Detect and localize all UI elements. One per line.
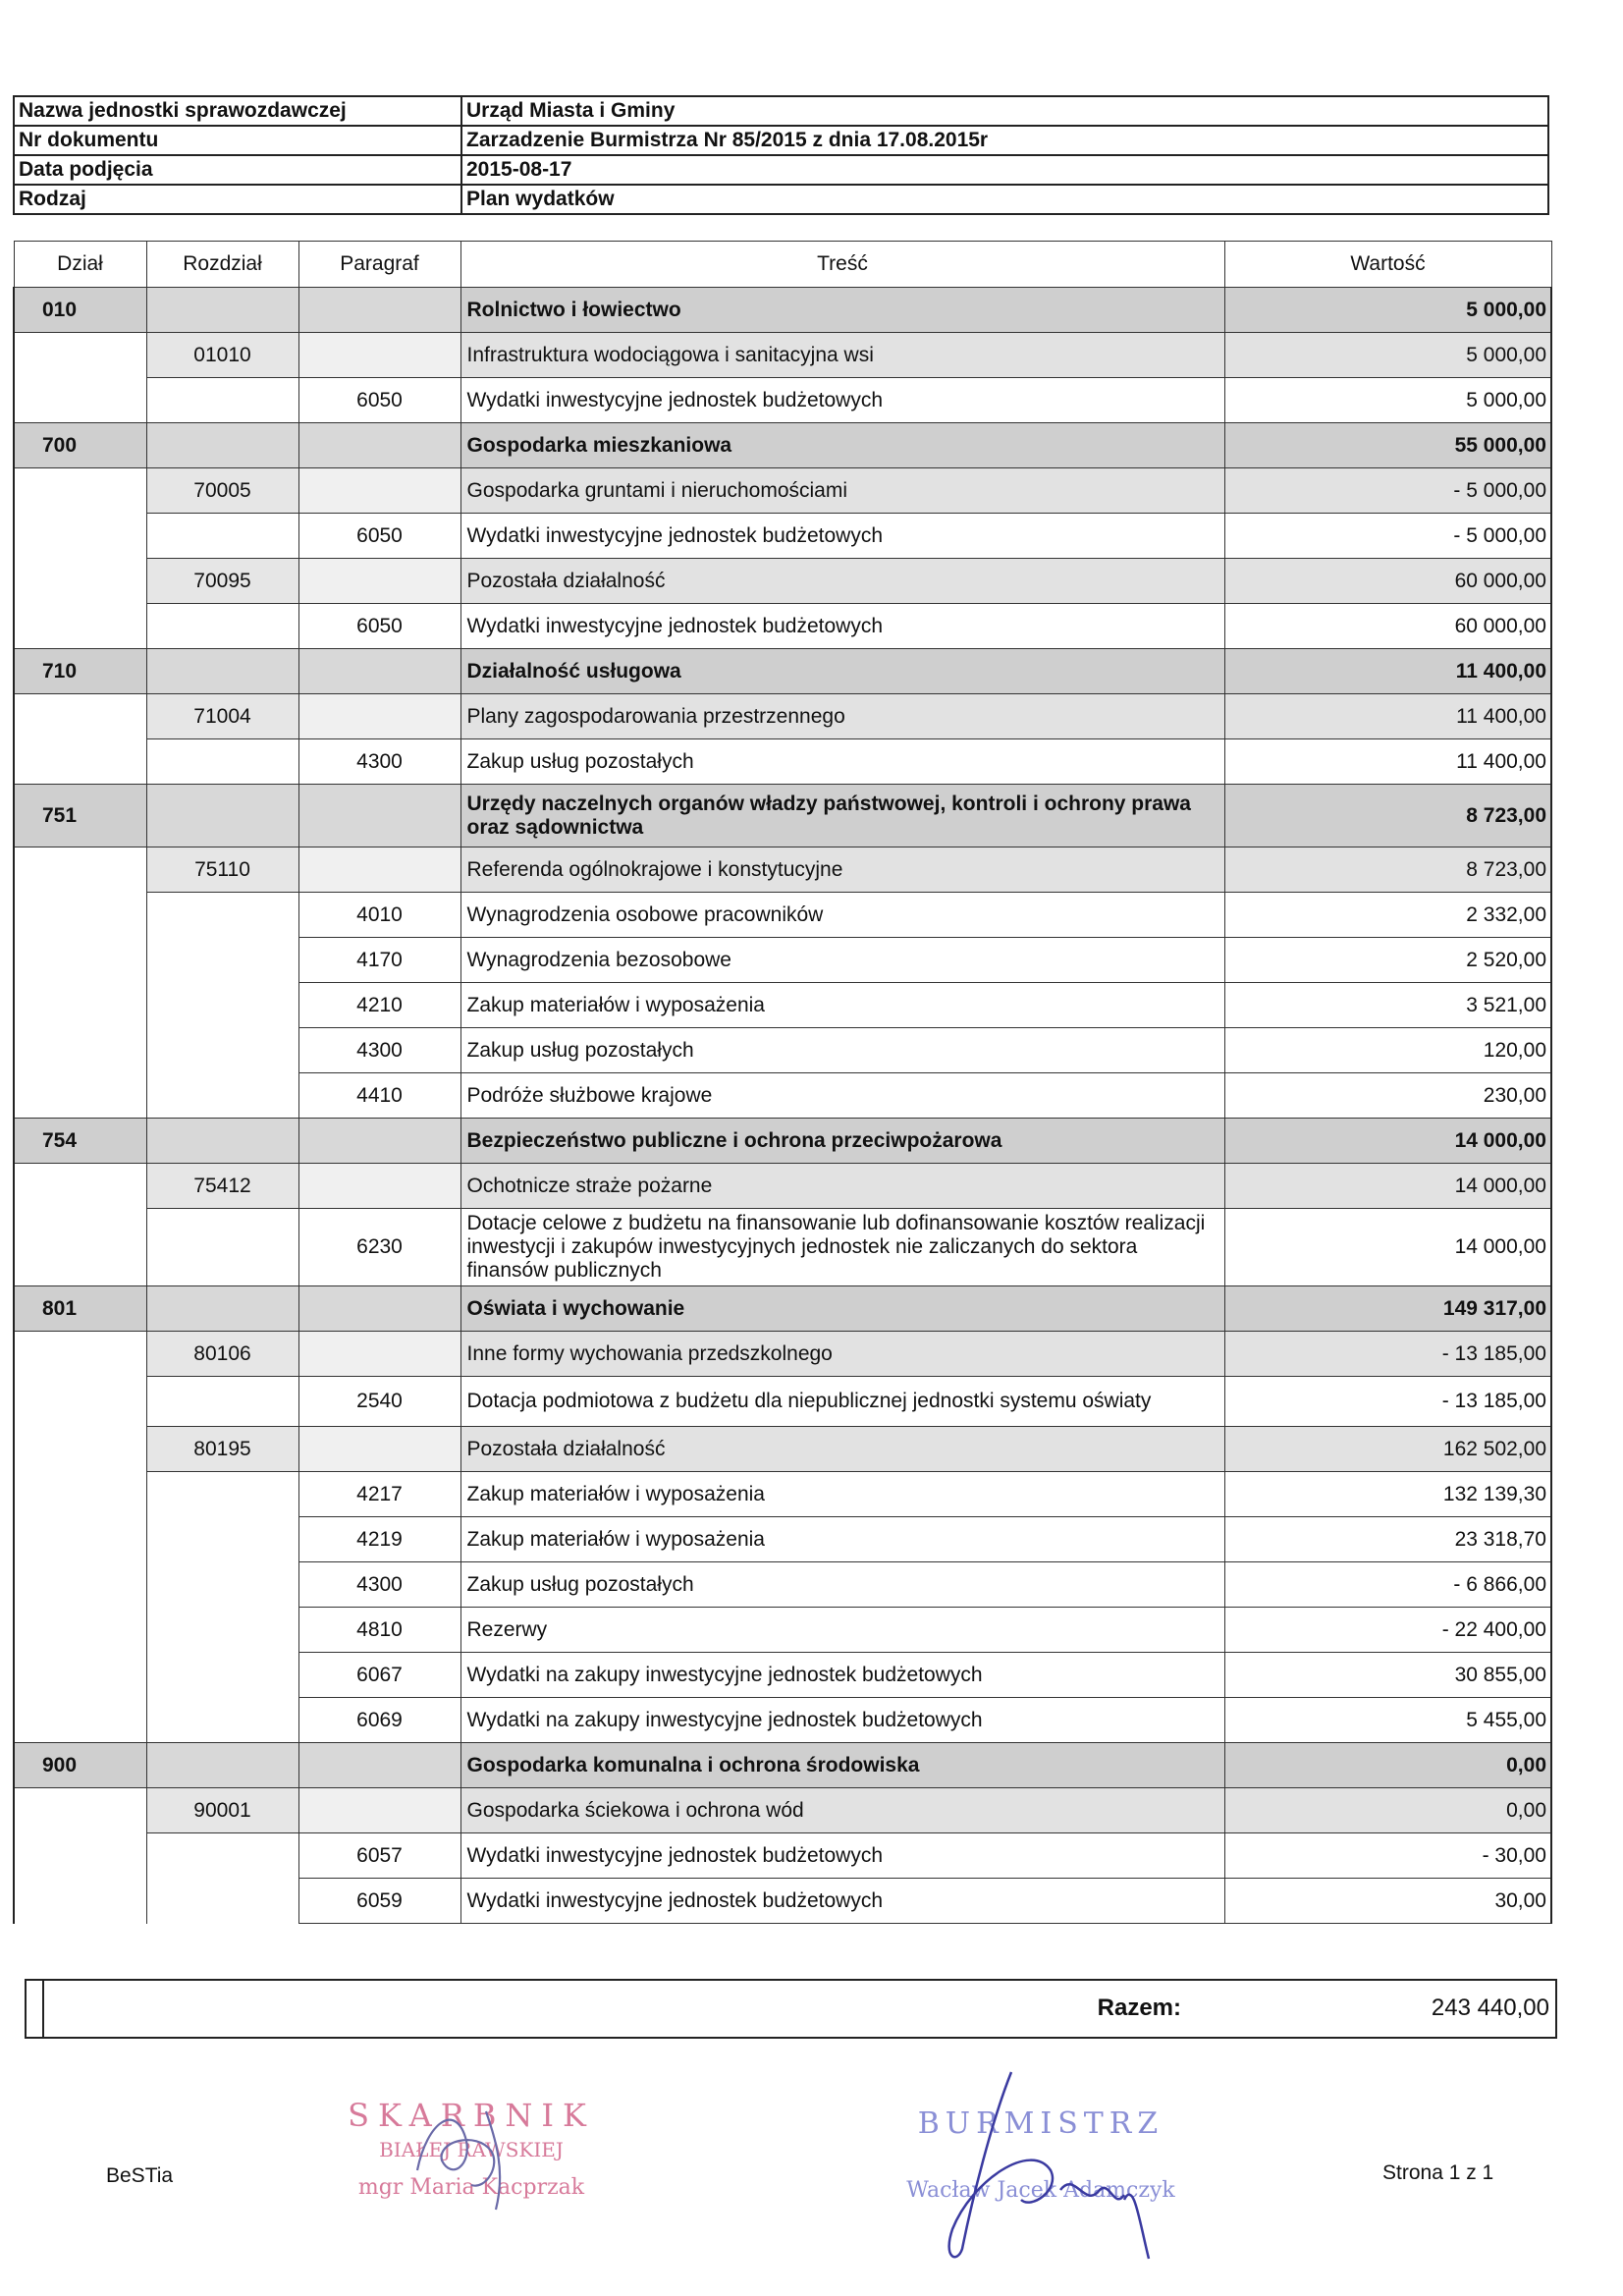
tresc-cell: Rezerwy xyxy=(460,1608,1224,1653)
paragraf-cell xyxy=(298,847,460,893)
tresc-cell: Gospodarka gruntami i nieruchomościami xyxy=(460,468,1224,514)
header-label: Data podjęcia xyxy=(14,155,461,185)
dzial-cell xyxy=(14,1653,146,1698)
paragraf-cell xyxy=(298,1332,460,1377)
dzial-cell: 754 xyxy=(14,1119,146,1164)
rozdzial-cell xyxy=(146,1073,298,1119)
rozdzial-cell xyxy=(146,514,298,559)
col-header-rozdzial: Rozdział xyxy=(146,242,298,288)
paragraph-row xyxy=(14,1608,1551,1653)
rozdzial-cell xyxy=(146,983,298,1028)
tresc-cell: Wydatki na zakupy inwestycyjne jednostek budżetowych xyxy=(460,1653,1224,1698)
section-row xyxy=(14,649,1551,694)
rozdzial-cell xyxy=(146,1517,298,1562)
header-row xyxy=(14,185,1548,214)
dzial-cell xyxy=(14,983,146,1028)
wartosc-cell: 55 000,00 xyxy=(1224,423,1551,468)
rozdzial-cell xyxy=(146,1472,298,1517)
header-row xyxy=(14,126,1548,155)
section-row xyxy=(14,785,1551,847)
rozdzial-cell xyxy=(146,1608,298,1653)
paragraph-row xyxy=(14,1879,1551,1924)
tresc-cell: Pozostała działalność xyxy=(460,559,1224,604)
paragraf-cell xyxy=(298,468,460,514)
paragraf-cell: 4010 xyxy=(298,893,460,938)
paragraf-cell xyxy=(298,1119,460,1164)
wartosc-cell: 14 000,00 xyxy=(1224,1164,1551,1209)
wartosc-cell: - 22 400,00 xyxy=(1224,1608,1551,1653)
rozdzial-cell xyxy=(146,1286,298,1332)
tresc-cell: Plany zagospodarowania przestrzennego xyxy=(460,694,1224,739)
wartosc-cell: 5 455,00 xyxy=(1224,1698,1551,1743)
dzial-cell xyxy=(14,1879,146,1924)
paragraf-cell: 4810 xyxy=(298,1608,460,1653)
tresc-cell: Inne formy wychowania przedszkolnego xyxy=(460,1332,1224,1377)
budget-table xyxy=(13,241,1552,1924)
tresc-cell: Pozostała działalność xyxy=(460,1427,1224,1472)
section-row xyxy=(14,423,1551,468)
paragraph-row xyxy=(14,604,1551,649)
section-row xyxy=(14,1119,1551,1164)
rozdzial-cell: 70095 xyxy=(146,559,298,604)
summary-box xyxy=(25,1979,1557,2039)
paragraf-cell xyxy=(298,1286,460,1332)
dzial-cell xyxy=(14,559,146,604)
paragraf-cell: 6057 xyxy=(298,1833,460,1879)
rozdzial-cell xyxy=(146,1209,298,1286)
budget-table-body xyxy=(14,288,1551,1924)
paragraf-cell: 6050 xyxy=(298,378,460,423)
dzial-cell xyxy=(14,847,146,893)
paragraf-cell xyxy=(298,694,460,739)
paragraph-row xyxy=(14,983,1551,1028)
wartosc-cell: - 30,00 xyxy=(1224,1833,1551,1879)
wartosc-cell: - 5 000,00 xyxy=(1224,514,1551,559)
wartosc-cell: 30 855,00 xyxy=(1224,1653,1551,1698)
paragraf-cell: 4300 xyxy=(298,739,460,785)
col-header-tresc: Treść xyxy=(460,242,1224,288)
subsection-row xyxy=(14,559,1551,604)
paragraf-cell: 4219 xyxy=(298,1517,460,1562)
tresc-cell: Wydatki inwestycyjne jednostek budżetowych xyxy=(460,1879,1224,1924)
wartosc-cell: 5 000,00 xyxy=(1224,333,1551,378)
tresc-cell: Zakup usług pozostałych xyxy=(460,1562,1224,1608)
col-header-wartosc: Wartość xyxy=(1224,242,1551,288)
paragraph-row xyxy=(14,938,1551,983)
wartosc-cell: 230,00 xyxy=(1224,1073,1551,1119)
header-row xyxy=(14,96,1548,126)
dzial-cell xyxy=(14,1073,146,1119)
section-row xyxy=(14,1743,1551,1788)
dzial-cell: 700 xyxy=(14,423,146,468)
rozdzial-cell xyxy=(146,1119,298,1164)
rozdzial-cell: 75412 xyxy=(146,1164,298,1209)
header-row xyxy=(14,155,1548,185)
dzial-cell xyxy=(14,1562,146,1608)
paragraf-cell xyxy=(298,1743,460,1788)
rozdzial-cell xyxy=(146,288,298,333)
rozdzial-cell xyxy=(146,1653,298,1698)
wartosc-cell: 11 400,00 xyxy=(1224,739,1551,785)
rozdzial-cell xyxy=(146,1879,298,1924)
dzial-cell: 900 xyxy=(14,1743,146,1788)
tresc-cell: Urzędy naczelnych organów władzy państwowej, kontroli i ochrony prawa oraz sądownictwa xyxy=(460,785,1224,847)
paragraph-row xyxy=(14,1377,1551,1427)
mayor-stamp-name: Wacław Jacek Adamczyk xyxy=(906,2178,1175,2203)
treasurer-stamp-title: SKARBNIK xyxy=(348,2097,595,2134)
tresc-cell: Ochotnicze straże pożarne xyxy=(460,1164,1224,1209)
footer-software: BeSTia xyxy=(106,2164,174,2187)
subsection-row xyxy=(14,1164,1551,1209)
tresc-cell: Gospodarka mieszkaniowa xyxy=(460,423,1224,468)
rozdzial-cell xyxy=(146,739,298,785)
dzial-cell xyxy=(14,1209,146,1286)
dzial-cell: 751 xyxy=(14,785,146,847)
subsection-row xyxy=(14,1427,1551,1472)
wartosc-cell: 11 400,00 xyxy=(1224,694,1551,739)
wartosc-cell: 132 139,30 xyxy=(1224,1472,1551,1517)
wartosc-cell: 2 332,00 xyxy=(1224,893,1551,938)
rozdzial-cell: 80195 xyxy=(146,1427,298,1472)
dzial-cell xyxy=(14,1517,146,1562)
paragraf-cell xyxy=(298,288,460,333)
paragraph-row xyxy=(14,1073,1551,1119)
dzial-cell xyxy=(14,938,146,983)
tresc-cell: Referenda ogólnokrajowe i konstytucyjne xyxy=(460,847,1224,893)
dzial-cell xyxy=(14,468,146,514)
wartosc-cell: 5 000,00 xyxy=(1224,288,1551,333)
treasurer-signature xyxy=(398,2082,535,2219)
col-header-dzial: Dział xyxy=(14,242,146,288)
treasurer-stamp-name: mgr Maria Kacprzak xyxy=(357,2175,585,2200)
dzial-cell xyxy=(14,1833,146,1879)
wartosc-cell: 14 000,00 xyxy=(1224,1209,1551,1286)
paragraph-row xyxy=(14,893,1551,938)
section-row xyxy=(14,1286,1551,1332)
paragraf-cell: 6230 xyxy=(298,1209,460,1286)
rozdzial-cell xyxy=(146,649,298,694)
paragraf-cell: 2540 xyxy=(298,1377,460,1427)
tresc-cell: Bezpieczeństwo publiczne i ochrona przeciwpożarowa xyxy=(460,1119,1224,1164)
tresc-cell: Infrastruktura wodociągowa i sanitacyjna wsi xyxy=(460,333,1224,378)
tresc-cell: Dotacje celowe z budżetu na finansowanie lub dofinansowanie kosztów realizacji inwestycji i zakupów inwestycyjnych jednostek nie zaliczanych do sektora finansów publicznych xyxy=(460,1209,1224,1286)
header-label: Nr dokumentu xyxy=(14,126,461,155)
wartosc-cell: 60 000,00 xyxy=(1224,604,1551,649)
paragraph-row xyxy=(14,1517,1551,1562)
dzial-cell xyxy=(14,739,146,785)
paragraph-row xyxy=(14,1028,1551,1073)
header-value: Plan wydatków xyxy=(461,185,1548,214)
dzial-cell: 710 xyxy=(14,649,146,694)
dzial-cell xyxy=(14,893,146,938)
paragraph-row xyxy=(14,378,1551,423)
paragraph-row xyxy=(14,739,1551,785)
paragraph-row xyxy=(14,1472,1551,1517)
tresc-cell: Gospodarka komunalna i ochrona środowiska xyxy=(460,1743,1224,1788)
paragraf-cell: 4300 xyxy=(298,1562,460,1608)
rozdzial-cell xyxy=(146,1743,298,1788)
wartosc-cell: - 13 185,00 xyxy=(1224,1377,1551,1427)
paragraf-cell: 6067 xyxy=(298,1653,460,1698)
wartosc-cell: 30,00 xyxy=(1224,1879,1551,1924)
mayor-signature xyxy=(913,2062,1168,2269)
paragraf-cell xyxy=(298,649,460,694)
subsection-row xyxy=(14,468,1551,514)
dzial-cell xyxy=(14,1164,146,1209)
dzial-cell xyxy=(14,1472,146,1517)
paragraph-row xyxy=(14,1562,1551,1608)
tresc-cell: Wydatki na zakupy inwestycyjne jednostek budżetowych xyxy=(460,1698,1224,1743)
header-info-table xyxy=(13,95,1549,215)
dzial-cell xyxy=(14,604,146,649)
header-value: Urząd Miasta i Gminy xyxy=(461,96,1548,126)
subsection-row xyxy=(14,1332,1551,1377)
tresc-cell: Podróże służbowe krajowe xyxy=(460,1073,1224,1119)
wartosc-cell: 3 521,00 xyxy=(1224,983,1551,1028)
rozdzial-cell xyxy=(146,604,298,649)
summary-value: 243 440,00 xyxy=(1431,1995,1549,2021)
rozdzial-cell xyxy=(146,1377,298,1427)
paragraf-cell: 6069 xyxy=(298,1698,460,1743)
tresc-cell: Zakup materiałów i wyposażenia xyxy=(460,983,1224,1028)
dzial-cell xyxy=(14,514,146,559)
paragraph-row xyxy=(14,1653,1551,1698)
paragraph-row xyxy=(14,514,1551,559)
paragraf-cell xyxy=(298,785,460,847)
dzial-cell xyxy=(14,333,146,378)
paragraf-cell xyxy=(298,423,460,468)
rozdzial-cell xyxy=(146,423,298,468)
header-label: Rodzaj xyxy=(14,185,461,214)
rozdzial-cell xyxy=(146,1028,298,1073)
wartosc-cell: 2 520,00 xyxy=(1224,938,1551,983)
dzial-cell: 010 xyxy=(14,288,146,333)
paragraf-cell: 4170 xyxy=(298,938,460,983)
tresc-cell: Dotacja podmiotowa z budżetu dla niepublicznej jednostki systemu oświaty xyxy=(460,1377,1224,1427)
tresc-cell: Zakup materiałów i wyposażenia xyxy=(460,1517,1224,1562)
treasurer-stamp-city: BIAŁEJ RAWSKIEJ xyxy=(379,2138,564,2161)
dzial-cell xyxy=(14,1377,146,1427)
dzial-cell xyxy=(14,1788,146,1833)
wartosc-cell: 162 502,00 xyxy=(1224,1427,1551,1472)
paragraf-cell xyxy=(298,1164,460,1209)
tresc-cell: Wynagrodzenia osobowe pracowników xyxy=(460,893,1224,938)
mayor-stamp-title: BURMISTRZ xyxy=(917,2106,1164,2141)
footer-page-number: Strona 1 z 1 xyxy=(1382,2161,1494,2184)
rozdzial-cell xyxy=(146,1698,298,1743)
paragraf-cell xyxy=(298,333,460,378)
col-header-paragraf: Paragraf xyxy=(298,242,460,288)
wartosc-cell: 11 400,00 xyxy=(1224,649,1551,694)
rozdzial-cell: 90001 xyxy=(146,1788,298,1833)
tresc-cell: Wydatki inwestycyjne jednostek budżetowych xyxy=(460,604,1224,649)
paragraf-cell xyxy=(298,1427,460,1472)
tresc-cell: Wydatki inwestycyjne jednostek budżetowych xyxy=(460,1833,1224,1879)
wartosc-cell: 5 000,00 xyxy=(1224,378,1551,423)
tresc-cell: Zakup usług pozostałych xyxy=(460,1028,1224,1073)
section-row xyxy=(14,288,1551,333)
wartosc-cell: 0,00 xyxy=(1224,1743,1551,1788)
paragraph-row xyxy=(14,1698,1551,1743)
dzial-cell xyxy=(14,1332,146,1377)
column-header-row xyxy=(14,242,1551,288)
rozdzial-cell: 75110 xyxy=(146,847,298,893)
subsection-row xyxy=(14,847,1551,893)
dzial-cell xyxy=(14,1427,146,1472)
paragraf-cell: 6050 xyxy=(298,514,460,559)
tresc-cell: Zakup usług pozostałych xyxy=(460,739,1224,785)
dzial-cell xyxy=(14,1698,146,1743)
wartosc-cell: 60 000,00 xyxy=(1224,559,1551,604)
dzial-cell: 801 xyxy=(14,1286,146,1332)
subsection-row xyxy=(14,333,1551,378)
rozdzial-cell xyxy=(146,785,298,847)
paragraph-row xyxy=(14,1209,1551,1286)
tresc-cell: Rolnictwo i łowiectwo xyxy=(460,288,1224,333)
header-value: Zarzadzenie Burmistrza Nr 85/2015 z dnia 17.08.2015r xyxy=(461,126,1548,155)
rozdzial-cell xyxy=(146,1833,298,1879)
tresc-cell: Gospodarka ściekowa i ochrona wód xyxy=(460,1788,1224,1833)
paragraf-cell: 6059 xyxy=(298,1879,460,1924)
rozdzial-cell: 80106 xyxy=(146,1332,298,1377)
rozdzial-cell xyxy=(146,893,298,938)
summary-label: Razem: xyxy=(1097,1995,1181,2021)
dzial-cell xyxy=(14,1608,146,1653)
paragraph-row xyxy=(14,1833,1551,1879)
wartosc-cell: 23 318,70 xyxy=(1224,1517,1551,1562)
rozdzial-cell: 70005 xyxy=(146,468,298,514)
tresc-cell: Wynagrodzenia bezosobowe xyxy=(460,938,1224,983)
tresc-cell: Zakup materiałów i wyposażenia xyxy=(460,1472,1224,1517)
dzial-cell xyxy=(14,694,146,739)
wartosc-cell: 149 317,00 xyxy=(1224,1286,1551,1332)
wartosc-cell: 14 000,00 xyxy=(1224,1119,1551,1164)
wartosc-cell: 8 723,00 xyxy=(1224,847,1551,893)
tresc-cell: Działalność usługowa xyxy=(460,649,1224,694)
paragraf-cell: 4410 xyxy=(298,1073,460,1119)
wartosc-cell: - 6 866,00 xyxy=(1224,1562,1551,1608)
rozdzial-cell: 01010 xyxy=(146,333,298,378)
tresc-cell: Wydatki inwestycyjne jednostek budżetowych xyxy=(460,378,1224,423)
paragraf-cell: 4217 xyxy=(298,1472,460,1517)
rozdzial-cell xyxy=(146,938,298,983)
summary-label-cell xyxy=(42,1981,1232,2037)
paragraf-cell: 4300 xyxy=(298,1028,460,1073)
rozdzial-cell xyxy=(146,378,298,423)
wartosc-cell: 0,00 xyxy=(1224,1788,1551,1833)
subsection-row xyxy=(14,694,1551,739)
tresc-cell: Oświata i wychowanie xyxy=(460,1286,1224,1332)
paragraf-cell: 4210 xyxy=(298,983,460,1028)
header-label: Nazwa jednostki sprawozdawczej xyxy=(14,96,461,126)
header-value: 2015-08-17 xyxy=(461,155,1548,185)
dzial-cell xyxy=(14,1028,146,1073)
rozdzial-cell: 71004 xyxy=(146,694,298,739)
paragraf-cell xyxy=(298,559,460,604)
tresc-cell: Wydatki inwestycyjne jednostek budżetowych xyxy=(460,514,1224,559)
wartosc-cell: 8 723,00 xyxy=(1224,785,1551,847)
dzial-cell xyxy=(14,378,146,423)
wartosc-cell: - 5 000,00 xyxy=(1224,468,1551,514)
wartosc-cell: - 13 185,00 xyxy=(1224,1332,1551,1377)
wartosc-cell: 120,00 xyxy=(1224,1028,1551,1073)
rozdzial-cell xyxy=(146,1562,298,1608)
paragraf-cell: 6050 xyxy=(298,604,460,649)
paragraf-cell xyxy=(298,1788,460,1833)
subsection-row xyxy=(14,1788,1551,1833)
